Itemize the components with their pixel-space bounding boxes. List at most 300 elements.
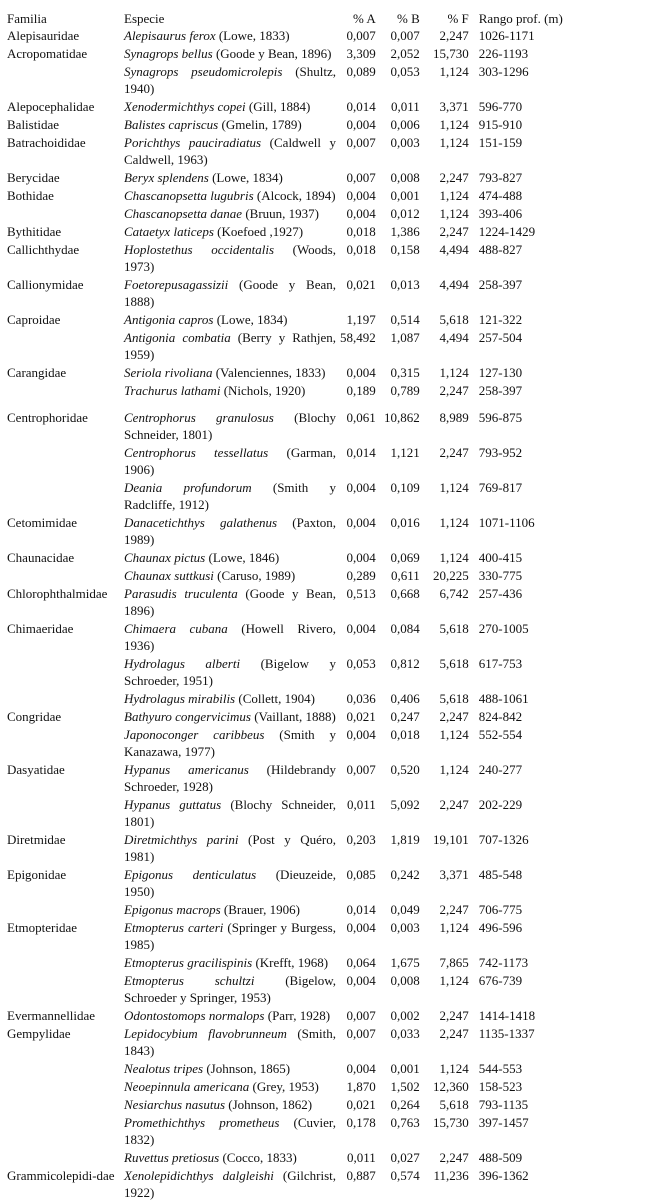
pct-f-cell: 1,124 <box>439 135 469 150</box>
species-author: (Caldwell y Caldwell, 1963) <box>124 135 336 167</box>
especie-cell <box>124 690 340 708</box>
table-row <box>5 1096 589 1114</box>
species-name: Japonoconger caribbeus <box>124 727 265 742</box>
species-name: Parasudis truculenta <box>124 586 238 601</box>
species-author: (Johnson, 1865) <box>203 1061 291 1076</box>
pct-a-cell: 0,011 <box>346 797 376 812</box>
pct-b-cell: 1,087 <box>390 330 420 345</box>
especie-cell <box>124 382 340 400</box>
species-author: (Springer y Burgess, 1985) <box>124 920 336 952</box>
table-row <box>5 919 589 954</box>
table-row <box>5 1114 589 1149</box>
familia-cell: Acropomatidae <box>7 46 88 61</box>
familia-cell: Alepisauridae <box>7 28 80 43</box>
pct-a-cell: 0,018 <box>346 242 376 257</box>
rango-cell: 330-775 <box>478 568 523 583</box>
pct-a-cell: 1,197 <box>346 312 376 327</box>
species-author: (Lowe, 1834) <box>208 170 283 185</box>
pct-a-cell: 0,011 <box>346 1150 376 1165</box>
pct-a-cell: 0,089 <box>346 64 376 79</box>
pct-a-cell: 0,887 <box>346 1168 376 1183</box>
species-author: (Cocco, 1833) <box>219 1150 297 1165</box>
species-name: Seriola rivoliana <box>124 365 213 380</box>
especie-cell <box>124 919 340 954</box>
table-row <box>5 585 589 620</box>
table-row <box>5 311 589 329</box>
rango-cell: 1224-1429 <box>478 224 536 239</box>
pct-a-cell: 0,085 <box>346 867 376 882</box>
rango-cell: 1026-1171 <box>478 28 535 43</box>
familia-cell <box>5 954 124 972</box>
species-name: Cataetyx laticeps <box>124 224 214 239</box>
pct-b-cell: 0,315 <box>390 365 420 380</box>
rango-cell: 121-322 <box>478 312 523 327</box>
species-name: Synagrops pseudomicrolepis <box>124 64 283 79</box>
species-author: (Blochy Schneider, 1801) <box>124 410 336 442</box>
especie-cell <box>124 954 340 972</box>
familia-cell <box>5 726 124 761</box>
pct-b-cell: 0,001 <box>390 188 420 203</box>
species-name: Antigonia capros <box>124 312 214 327</box>
pct-a-cell: 1,870 <box>346 1079 376 1094</box>
pct-a-cell: 0,007 <box>346 170 376 185</box>
species-author: (Koefoed ,1927) <box>213 224 304 239</box>
pct-a-cell: 0,004 <box>346 117 376 132</box>
pct-b-cell: 0,002 <box>390 1008 420 1023</box>
species-author: (Gill, 1884) <box>245 99 311 114</box>
table-row <box>5 223 589 241</box>
table-row <box>5 1167 589 1202</box>
pct-b-cell: 0,049 <box>390 902 420 917</box>
especie-cell <box>124 116 340 134</box>
species-name: Lepidocybium flavobrunneum <box>124 1026 287 1041</box>
familia-cell <box>5 655 124 690</box>
table-row <box>5 1025 589 1060</box>
pct-b-cell: 2,052 <box>390 46 420 61</box>
rango-cell: 793-827 <box>478 170 523 185</box>
rango-cell: 258-397 <box>478 277 523 292</box>
table-row <box>5 276 589 311</box>
pct-b-cell: 1,819 <box>390 832 420 847</box>
familia-cell <box>5 1060 124 1078</box>
familia-cell <box>5 567 124 585</box>
especie-cell <box>124 63 340 98</box>
pct-f-cell: 1,124 <box>439 762 469 777</box>
especie-cell <box>124 549 340 567</box>
table-row <box>5 45 589 63</box>
especie-cell <box>124 329 340 364</box>
rango-cell: 676-739 <box>478 973 523 988</box>
pct-b-cell: 5,092 <box>390 797 420 812</box>
especie-cell <box>124 1007 340 1025</box>
familia-cell <box>5 205 124 223</box>
pct-a-cell: 0,004 <box>346 621 376 636</box>
table-row <box>5 620 589 655</box>
pct-a-cell: 0,007 <box>346 28 376 43</box>
rango-cell: 742-1173 <box>478 955 529 970</box>
pct-a-cell: 0,004 <box>346 727 376 742</box>
familia-cell: Batrachoididae <box>7 135 86 150</box>
species-author: (Shultz, 1940) <box>124 64 336 96</box>
pct-f-cell: 1,124 <box>439 550 469 565</box>
pct-b-cell: 0,158 <box>390 242 420 257</box>
pct-b-cell: 0,013 <box>390 277 420 292</box>
pct-b-cell: 0,520 <box>390 762 420 777</box>
familia-cell: Callionymidae <box>7 277 84 292</box>
pct-b-cell: 0,007 <box>390 28 420 43</box>
pct-f-cell: 2,247 <box>439 1026 469 1041</box>
pct-b-cell: 0,053 <box>390 64 420 79</box>
species-name: Hypanus guttatus <box>124 797 222 812</box>
species-author: (Alcock, 1894) <box>253 188 336 203</box>
especie-cell <box>124 364 340 382</box>
pct-a-cell: 0,014 <box>346 445 376 460</box>
pct-a-cell: 0,064 <box>346 955 376 970</box>
rango-cell: 1414-1418 <box>478 1008 536 1023</box>
especie-cell <box>124 169 340 187</box>
familia-cell <box>5 479 124 514</box>
species-author: (Lowe, 1833) <box>215 28 290 43</box>
table-row <box>5 708 589 726</box>
rango-cell: 496-596 <box>478 920 523 935</box>
pct-f-cell: 1,124 <box>439 188 469 203</box>
species-name: Nesiarchus nasutus <box>124 1097 225 1112</box>
species-name: Etmopterus schultzi <box>124 973 255 988</box>
pct-a-cell: 0,203 <box>346 832 376 847</box>
especie-cell <box>124 1025 340 1060</box>
familia-cell: Congridae <box>7 709 62 724</box>
rango-cell: 151-159 <box>478 135 523 150</box>
species-name: Deania profundorum <box>124 480 252 495</box>
pct-b-cell: 0,012 <box>390 206 420 221</box>
species-author: (Garman, 1906) <box>124 445 336 477</box>
species-author: (Smith y Radcliffe, 1912) <box>124 480 336 512</box>
especie-cell <box>124 831 340 866</box>
species-name: Beryx splendens <box>124 170 209 185</box>
rango-cell: 915-910 <box>478 117 523 132</box>
pct-f-cell: 1,124 <box>439 920 469 935</box>
pct-b-cell: 0,069 <box>390 550 420 565</box>
especie-cell <box>124 241 340 276</box>
pct-a-cell: 0,004 <box>346 480 376 495</box>
table-row <box>5 1007 589 1025</box>
especie-cell <box>124 585 340 620</box>
pct-a-cell: 0,004 <box>346 1061 376 1076</box>
header-pct-b: % B <box>397 11 420 26</box>
pct-a-cell: 0,004 <box>346 188 376 203</box>
pct-b-cell: 0,574 <box>390 1168 420 1183</box>
species-name: Chascanopsetta danae <box>124 206 243 221</box>
rango-cell: 793-1135 <box>478 1097 529 1112</box>
familia-cell <box>5 901 124 919</box>
pct-f-cell: 1,124 <box>439 117 469 132</box>
familia-cell: Callichthydae <box>7 242 80 257</box>
pct-a-cell: 0,513 <box>346 586 376 601</box>
species-name: Centrophorus granulosus <box>124 410 274 425</box>
pct-a-cell: 0,021 <box>346 709 376 724</box>
pct-f-cell: 4,494 <box>439 242 469 257</box>
familia-cell: Bythitidae <box>7 224 62 239</box>
especie-cell <box>124 311 340 329</box>
especie-cell <box>124 796 340 831</box>
species-name: Chaunax pictus <box>124 550 206 565</box>
pct-f-cell: 1,124 <box>439 515 469 530</box>
rango-cell: 596-875 <box>478 410 523 425</box>
pct-b-cell: 0,016 <box>390 515 420 530</box>
species-author: (Cuvier, 1832) <box>124 1115 336 1147</box>
species-name: Xenodermichthys copei <box>124 99 246 114</box>
species-name: Balistes capriscus <box>124 117 219 132</box>
pct-f-cell: 15,730 <box>433 1115 469 1130</box>
pct-f-cell: 4,494 <box>439 330 469 345</box>
pct-f-cell: 2,247 <box>439 224 469 239</box>
rango-cell: 824-842 <box>478 709 523 724</box>
pct-b-cell: 0,003 <box>390 920 420 935</box>
species-name: Hydrolagus mirabilis <box>124 691 236 706</box>
especie-cell <box>124 1078 340 1096</box>
species-author: (Gmelin, 1789) <box>218 117 302 132</box>
species-author: (Grey, 1953) <box>249 1079 319 1094</box>
especie-cell <box>124 901 340 919</box>
pct-b-cell: 1,675 <box>390 955 420 970</box>
table-row <box>5 514 589 549</box>
species-author: (Collett, 1904) <box>235 691 315 706</box>
pct-a-cell: 0,007 <box>346 1026 376 1041</box>
pct-a-cell: 0,021 <box>346 1097 376 1112</box>
especie-cell <box>124 187 340 205</box>
familia-cell: Caproidae <box>7 312 61 327</box>
familia-cell: Cetomimidae <box>7 515 78 530</box>
pct-f-cell: 12,360 <box>433 1079 469 1094</box>
familia-cell <box>5 63 124 98</box>
pct-a-cell: 0,004 <box>346 550 376 565</box>
pct-f-cell: 2,247 <box>439 797 469 812</box>
especie-cell <box>124 1060 340 1078</box>
familia-cell: Chaunacidae <box>7 550 75 565</box>
pct-b-cell: 0,003 <box>390 135 420 150</box>
familia-cell <box>5 329 124 364</box>
rango-cell: 396-1362 <box>478 1168 529 1183</box>
familia-cell: Dasyatidae <box>7 762 65 777</box>
pct-f-cell: 1,124 <box>439 1061 469 1076</box>
header-rango: Rango prof. (m) <box>478 11 563 26</box>
rango-cell: 707-1326 <box>478 832 529 847</box>
species-name: Diretmichthys parini <box>124 832 239 847</box>
pct-b-cell: 0,018 <box>390 727 420 742</box>
rango-cell: 303-1296 <box>478 64 529 79</box>
pct-b-cell: 0,011 <box>390 99 420 114</box>
species-author: (Blochy Schneider, 1801) <box>124 797 336 829</box>
especie-cell <box>124 1096 340 1114</box>
rango-cell: 485-548 <box>478 867 523 882</box>
especie-cell <box>124 400 340 444</box>
pct-b-cell: 1,386 <box>390 224 420 239</box>
species-author: (Bigelow y Schroeder, 1951) <box>124 656 336 688</box>
species-name: Danacetichthys galathenus <box>124 515 278 530</box>
species-name: Trachurus lathami <box>124 383 221 398</box>
pct-f-cell: 1,124 <box>439 64 469 79</box>
pct-a-cell: 0,004 <box>346 206 376 221</box>
species-author: (Smith y Kanazawa, 1977) <box>124 727 336 759</box>
especie-cell <box>124 45 340 63</box>
table-row <box>5 954 589 972</box>
table-row <box>5 549 589 567</box>
pct-a-cell: 0,014 <box>346 902 376 917</box>
species-name: Odontostomops normalops <box>124 1008 265 1023</box>
familia-cell: Carangidae <box>7 365 67 380</box>
pct-f-cell: 5,618 <box>439 656 469 671</box>
pct-f-cell: 5,618 <box>439 691 469 706</box>
species-author: (Bigelow, Schroeder y Springer, 1953) <box>124 973 336 1005</box>
species-author: (Nichols, 1920) <box>220 383 306 398</box>
familia-cell <box>5 1149 124 1167</box>
especie-cell <box>124 444 340 479</box>
species-author: (Caruso, 1989) <box>213 568 296 583</box>
rango-cell: 488-509 <box>478 1150 523 1165</box>
rango-cell: 488-827 <box>478 242 523 257</box>
species-author: (Lowe, 1846) <box>205 550 280 565</box>
especie-cell <box>124 27 340 45</box>
pct-b-cell: 0,109 <box>390 480 420 495</box>
species-name: Promethichthys prometheus <box>124 1115 280 1130</box>
pct-f-cell: 1,124 <box>439 365 469 380</box>
species-name: Etmopterus carteri <box>124 920 224 935</box>
pct-f-cell: 5,618 <box>439 621 469 636</box>
especie-cell <box>124 1149 340 1167</box>
species-author: (Valenciennes, 1833) <box>212 365 326 380</box>
pct-a-cell: 0,036 <box>346 691 376 706</box>
table-row <box>5 187 589 205</box>
pct-b-cell: 0,611 <box>390 568 420 583</box>
pct-a-cell: 3,309 <box>346 46 376 61</box>
especie-cell <box>124 620 340 655</box>
familia-cell: Grammicolepidi-dae <box>7 1168 115 1183</box>
familia-cell <box>5 972 124 1007</box>
pct-f-cell: 11,236 <box>433 1168 469 1183</box>
table-row <box>5 63 589 98</box>
pct-b-cell: 10,862 <box>384 410 420 425</box>
especie-cell <box>124 972 340 1007</box>
species-author: (Howell Rivero, 1936) <box>124 621 336 653</box>
pct-a-cell: 0,007 <box>346 762 376 777</box>
familia-cell: Balistidae <box>7 117 59 132</box>
familia-cell <box>5 1114 124 1149</box>
species-name: Nealotus tripes <box>124 1061 204 1076</box>
table-body <box>5 27 589 1202</box>
pct-f-cell: 2,247 <box>439 170 469 185</box>
table-row <box>5 444 589 479</box>
table-row <box>5 382 589 400</box>
species-author: (Post y Quéro, 1981) <box>124 832 337 864</box>
especie-cell <box>124 276 340 311</box>
rango-cell: 706-775 <box>478 902 523 917</box>
rango-cell: 127-130 <box>478 365 523 380</box>
especie-cell <box>124 567 340 585</box>
species-name: Porichthys pauciradiatus <box>124 135 262 150</box>
especie-cell <box>124 205 340 223</box>
species-name: Synagrops bellus <box>124 46 213 61</box>
rango-cell: 397-1457 <box>478 1115 529 1130</box>
pct-b-cell: 1,121 <box>390 445 420 460</box>
rango-cell: 769-817 <box>478 480 523 495</box>
pct-b-cell: 0,084 <box>390 621 420 636</box>
table-row <box>5 567 589 585</box>
pct-f-cell: 2,247 <box>439 709 469 724</box>
species-author: (Goode y Bean, 1896) <box>124 586 336 618</box>
pct-b-cell: 0,033 <box>390 1026 420 1041</box>
table-row <box>5 726 589 761</box>
species-name: Hoplostethus occidentalis <box>124 242 275 257</box>
species-author: (Gilchrist, 1922) <box>124 1168 336 1200</box>
species-name: Epigonus denticulatus <box>124 867 257 882</box>
pct-b-cell: 0,668 <box>390 586 420 601</box>
pct-b-cell: 0,264 <box>390 1097 420 1112</box>
pct-f-cell: 4,494 <box>439 277 469 292</box>
pct-b-cell: 0,242 <box>390 867 420 882</box>
species-author: (Goode y Bean, 1888) <box>124 277 336 309</box>
pct-b-cell: 0,027 <box>390 1150 420 1165</box>
table-row <box>5 831 589 866</box>
table-row <box>5 796 589 831</box>
species-name: Bathyuro congervicimus <box>124 709 251 724</box>
pct-a-cell: 0,007 <box>346 135 376 150</box>
familia-cell <box>5 796 124 831</box>
header-especie: Especie <box>124 11 165 26</box>
familia-cell <box>5 1078 124 1096</box>
especie-cell <box>124 514 340 549</box>
table-row <box>5 1078 589 1096</box>
rango-cell: 596-770 <box>478 99 523 114</box>
rango-cell: 226-1193 <box>478 46 529 61</box>
table-header-row <box>5 10 589 27</box>
pct-f-cell: 2,247 <box>439 1150 469 1165</box>
pct-f-cell: 15,730 <box>433 46 469 61</box>
table-row <box>5 901 589 919</box>
table-row <box>5 972 589 1007</box>
table-row <box>5 169 589 187</box>
especie-cell <box>124 98 340 116</box>
especie-cell <box>124 1114 340 1149</box>
pct-f-cell: 2,247 <box>439 1008 469 1023</box>
species-author: (Goode y Bean, 1896) <box>212 46 332 61</box>
table-row <box>5 761 589 796</box>
pct-f-cell: 2,247 <box>439 28 469 43</box>
especie-cell <box>124 479 340 514</box>
pct-f-cell: 1,124 <box>439 727 469 742</box>
species-author: (Vaillant, 1888) <box>250 709 336 724</box>
table-row <box>5 134 589 169</box>
header-pct-a: % A <box>353 11 376 26</box>
pct-f-cell: 1,124 <box>439 973 469 988</box>
pct-b-cell: 0,514 <box>390 312 420 327</box>
species-name: Antigonia combatia <box>124 330 231 345</box>
species-author: (Hildebrandy Schroeder, 1928) <box>124 762 336 794</box>
familia-cell: Evermannellidae <box>7 1008 96 1023</box>
pct-f-cell: 1,124 <box>439 480 469 495</box>
pct-a-cell: 0,178 <box>346 1115 376 1130</box>
pct-a-cell: 0,189 <box>346 383 376 398</box>
table-row <box>5 400 589 444</box>
pct-b-cell: 0,812 <box>390 656 420 671</box>
pct-b-cell: 0,006 <box>390 117 420 132</box>
rango-cell: 257-504 <box>478 330 523 345</box>
especie-cell <box>124 726 340 761</box>
rango-cell: 1135-1337 <box>478 1026 535 1041</box>
species-author: (Parr, 1928) <box>264 1008 331 1023</box>
species-author: (Bruun, 1937) <box>242 206 319 221</box>
pct-a-cell: 58,492 <box>340 330 376 345</box>
species-author: (Berry y Rathjen, 1959) <box>124 330 336 362</box>
